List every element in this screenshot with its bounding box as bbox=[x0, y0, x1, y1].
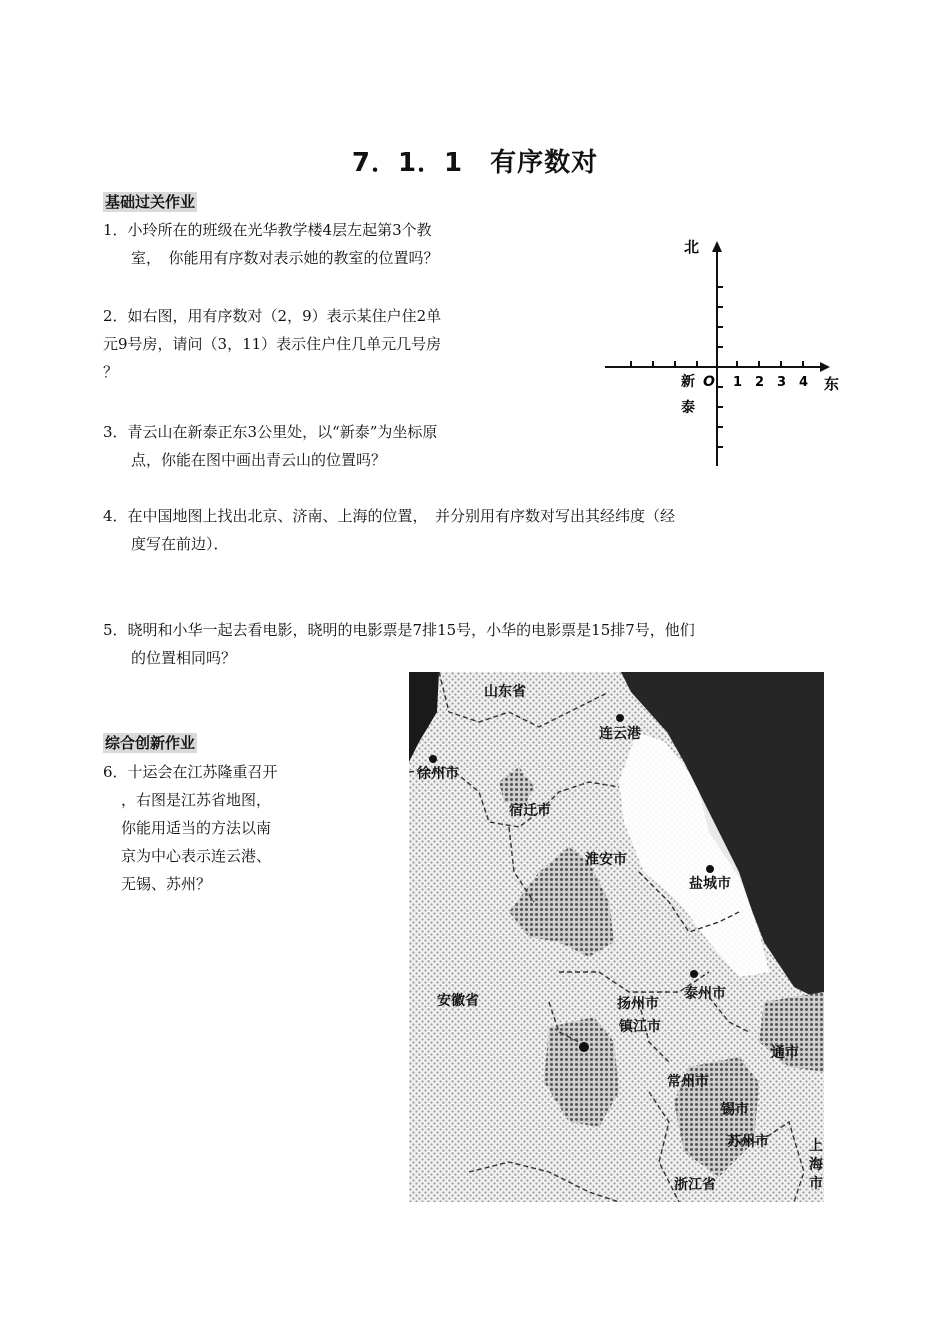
map-label-shanghai-3: 市 bbox=[809, 1176, 823, 1192]
east-arrow-icon bbox=[820, 362, 830, 372]
origin-name-line-1: 新 bbox=[681, 374, 695, 390]
taizhou-marker bbox=[690, 970, 698, 978]
map-label-suzhou: 苏州市 bbox=[727, 1134, 769, 1150]
map-label-suqian: 宿迁市 bbox=[509, 803, 551, 819]
question-3-line-2: 点，你能在图中画出青云山的位置吗？ bbox=[131, 451, 387, 469]
question-5 bbox=[103, 616, 863, 672]
map-label-xuzhou: 徐州市 bbox=[417, 766, 459, 782]
question-6 bbox=[103, 758, 353, 898]
map-label-changzhou: 常州市 bbox=[667, 1074, 709, 1090]
question-2-line-3: ？ bbox=[103, 363, 119, 381]
question-1-line-2: 室， 你能用有序数对表示她的教室的位置吗？ bbox=[131, 249, 439, 267]
question-6-line-5: 无锡、苏州？ bbox=[121, 875, 212, 893]
map-label-taizhou: 泰州市 bbox=[684, 986, 726, 1002]
question-5-line-1: 5．晓明和小华一起去看电影，晓明的电影票是7排15号，小华的电影票是15排7号，他们 bbox=[103, 621, 695, 639]
origin-name-line-2: 泰 bbox=[681, 400, 695, 416]
east-label: 东 bbox=[824, 375, 840, 393]
page-title: 7．1．1 有序数对 bbox=[351, 148, 599, 178]
xuzhou-marker bbox=[429, 755, 437, 763]
question-4 bbox=[103, 502, 863, 558]
question-6-line-1: 6．十运会在江苏隆重召开 bbox=[103, 763, 278, 781]
question-6-line-3: 你能用适当的方法以南 bbox=[121, 819, 272, 837]
map-label-shanghai-1: 上 bbox=[809, 1138, 823, 1154]
map-label-shandong: 山东省 bbox=[484, 684, 526, 700]
map-label-zhejiang: 浙江省 bbox=[674, 1177, 716, 1193]
question-2-line-1: 2．如右图，用有序数对（2，9）表示某住户住2单 bbox=[103, 307, 442, 325]
map-label-yangzhou: 扬州市 bbox=[617, 996, 659, 1012]
nanjing-marker bbox=[579, 1042, 589, 1052]
yancheng-marker bbox=[706, 865, 714, 873]
question-1-line-1: 1．小玲所在的班级在光华教学楼4层左起第3个教 bbox=[103, 221, 432, 239]
map-label-zhenjiang: 镇江市 bbox=[619, 1019, 661, 1035]
tick-label-2: 2 bbox=[755, 375, 765, 390]
north-arrow-icon bbox=[712, 241, 722, 252]
question-2-line-2: 元9号房，请问（3，11）表示住户住几单元几号房 bbox=[103, 335, 442, 353]
lianyungang-marker bbox=[616, 714, 624, 722]
question-4-line-2: 度写在前边）． bbox=[131, 535, 229, 553]
tick-label-1: 1 bbox=[733, 375, 743, 390]
question-1 bbox=[103, 216, 533, 272]
question-3 bbox=[103, 418, 533, 474]
map-label-wuxi: 锡市 bbox=[721, 1102, 749, 1118]
question-6-line-2: ，右图是江苏省地图， bbox=[121, 791, 272, 809]
map-label-anhui: 安徽省 bbox=[437, 993, 479, 1009]
question-6-line-4: 京为中心表示连云港、 bbox=[121, 847, 272, 865]
map-label-shanghai-2: 海 bbox=[809, 1157, 823, 1173]
tick-label-3: 3 bbox=[777, 375, 787, 390]
north-label: 北 bbox=[684, 238, 700, 256]
question-4-line-1: 4．在中国地图上找出北京、济南、上海的位置， 并分别用有序数对写出其经纬度（经 bbox=[103, 507, 676, 525]
question-2 bbox=[103, 302, 533, 386]
map-label-lianyungang: 连云港 bbox=[599, 726, 641, 742]
section-heading-creative: 综合创新作业 bbox=[105, 734, 196, 752]
question-3-line-1: 3．青云山在新泰正东3公里处，以“新泰”为坐标原 bbox=[103, 423, 438, 441]
map-label-huaian: 淮安市 bbox=[585, 852, 627, 868]
section-heading-basic: 基础过关作业 bbox=[105, 193, 196, 211]
jiangsu-map-figure bbox=[409, 672, 824, 1202]
map-label-nantong: 通市 bbox=[771, 1045, 799, 1061]
coordinate-axes-figure bbox=[600, 230, 845, 475]
question-5-line-2: 的位置相同吗？ bbox=[131, 649, 237, 667]
tick-label-4: 4 bbox=[799, 375, 809, 390]
origin-label: O bbox=[703, 374, 715, 390]
map-label-yancheng: 盐城市 bbox=[689, 876, 731, 892]
